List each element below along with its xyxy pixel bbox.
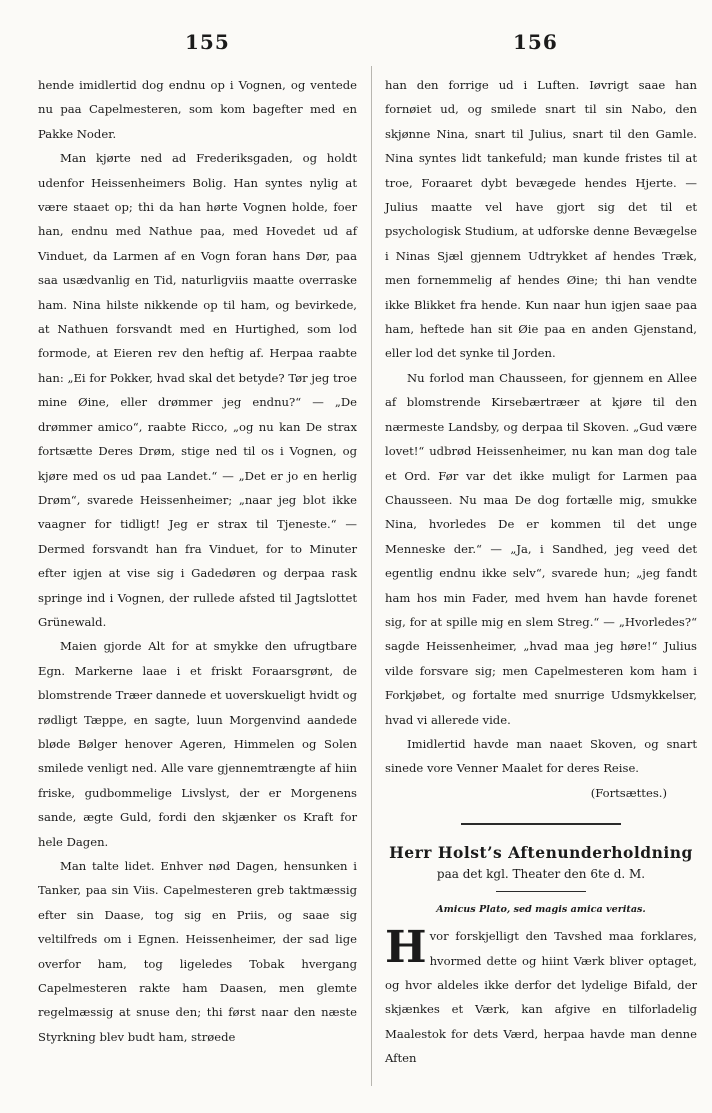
paragraph: Maien gjorde Alt for at smykke den ufrugtbare Egn. Markerne laae i et friskt Foraarsgrønt, de blomstrende Træer dannede et uoverskueligt hvidt og rødligt Tæppe, en sagte, luun Morgenvind aandede bløde Bølger henover Ageren, Himmelen og Solen smilede venligt ned. Alle vare gjennemtrængte af hiin friske, gudbommelige Livslyst, der er Morgenens sande, ægte Guld, fordi den skjænker os Kraft for hele Dagen. [38,639,357,849]
section-text: vor forskjelligt den Tavshed maa forklares, hvormed dette og hiint Værk bliver optaget, og hvor aldeles ikke derfor det lydelige Bifald, der skjænkes et Værk, kan afgive en tilforladelig Maalestok for dets Værd, herpaa havde man denne Aften [385,929,697,1066]
continued-note: (Fortsættes.) [590,785,667,800]
paragraph: Man kjørte ned ad Frederiksgaden, og holdt udenfor Heissenheimers Bolig. Han syntes nylig at være staaet op; thi da han hørte Vognen holde, foer han, endnu med Nathue paa, med Hovedet ud af Vinduet, da Larmen af en Vogn foran hans Dør, paa saa usædvanlig en Tid, naturligviis maatte overraske ham. Nina hilste nikkende op til ham, og bevirkede, at Nathuen forsvandt med en Hurtighed, som lod formode, at Eieren rev den heftig af. Herpaa raabte han: „Ei for Pokker, hvad skal det betyde? Tør jeg troe mine Øine, eller drømmer jeg endnu?“ — „De drømmer amico“, raabte Ricco, „og nu kan De strax fortsætte Deres Drøm, stige ned til os i Vognen, og kjøre med os ud paa Landet.“ — „Det er jo en herlig Drøm“, svarede Heissenheimer; „naar jeg blot ikke vaagner for tidligt! Jeg er strax til Tjeneste.“ — Dermed forsvandt han fra Vinduet, for to Minuter efter igjen at vise sig i Gadedøren og derpaa rask springe ind i Vognen, der rullede afsted til Jagtslottet Grünewald. [38,151,357,629]
drop-cap: H [385,922,427,974]
motto: Amicus Plato, sed magis amica veritas. [436,904,646,916]
right-column [385,73,697,1071]
subtitle-divider [496,891,586,892]
section-subtitle: paa det kgl. Theater den 6te d. M. [436,867,646,882]
paragraph: Imidlertid havde man naaet Skoven, og snart sinede vore Venner Maalet for deres Reise. [385,736,697,776]
paragraph: hende imidlertid dog endnu op i Vognen, og ventede nu paa Capelmesteren, som kom bagefter med en Pakke Noder. [38,78,357,141]
page-number-right: 156 [513,30,558,54]
left-column [38,73,357,1049]
paragraph: Nu forlod man Chausseen, for gjennem en Allee af blomstrende Kirsebærtræer at kjøre til den nærmeste Landsby, og derpaa til Skoven. „Gud være lovet!“ udbrød Heissenheimer, nu kan man dog tale et Ord. Før var det ikke muligt for Larmen paa Chausseen. Nu maa De dog fortælle mig, smukke Nina, hvorledes De er kommen til det unge Menneske der.“ — „Ja, i Sandhed, jeg veed det egentlig endnu ikke selv“, svarede hun; „jeg fandt ham hos min Fader, med hvem han havde forenet sig, for at spille mig en slem Streg.“ — „Hvorledes?“ sagde Heissenheimer, „hvad maa jeg høre!“ Julius vilde forsvare sig; men Capelmesteren kom ham i Forkjøbet, og fortalte med snurrige Udsmykkelser, hvad vi allerede vide. [385,370,697,727]
column-divider [371,66,372,1086]
paragraph: han den forrige ud i Luften. Iøvrigt saae han fornøiet ud, og smilede snart til sin Nabo, den skjønne Nina, snart til Julius, snart til den Gamle. Nina syntes lidt tankefuld; man kunde fristes til at troe, Foraaret dybt bevægede hendes Hjerte. — Julius maatte vel have gjort sig det til et psychologisk Studium, at udforske denne Bevægelse i Ninas Sjæl gjennem Udtrykket af hendes Træk, men fornemmelig af hendes Øine; thi han vendte ikke Blikket fra hende. Kun naar hun igjen saae paa ham, heftede han sit Øie paa en anden Gjenstand, eller lod det synke til Jorden. [385,78,697,361]
section-divider [461,823,621,825]
section-paragraph [385,924,697,1070]
page-number-left: 155 [185,30,230,54]
paragraph: Man talte lidet. Enhver nød Dagen, hensunken i Tanker, paa sin Viis. Capelmesteren greb taktmæssig efter sin Daase, tog sig en Priis, og saae sig veltilfreds om i Egnen. Heissenheimer, der sad lige overfor ham, tog ligeledes Tobak hvergang Capelmesteren rakte ham Daasen, men glemte regelmæssig at snuse den; thi først naar den næste Styrkning blev budt ham, strøede [38,859,357,1044]
section-title: Herr Holst’s Aftenunderholdning [389,843,693,863]
